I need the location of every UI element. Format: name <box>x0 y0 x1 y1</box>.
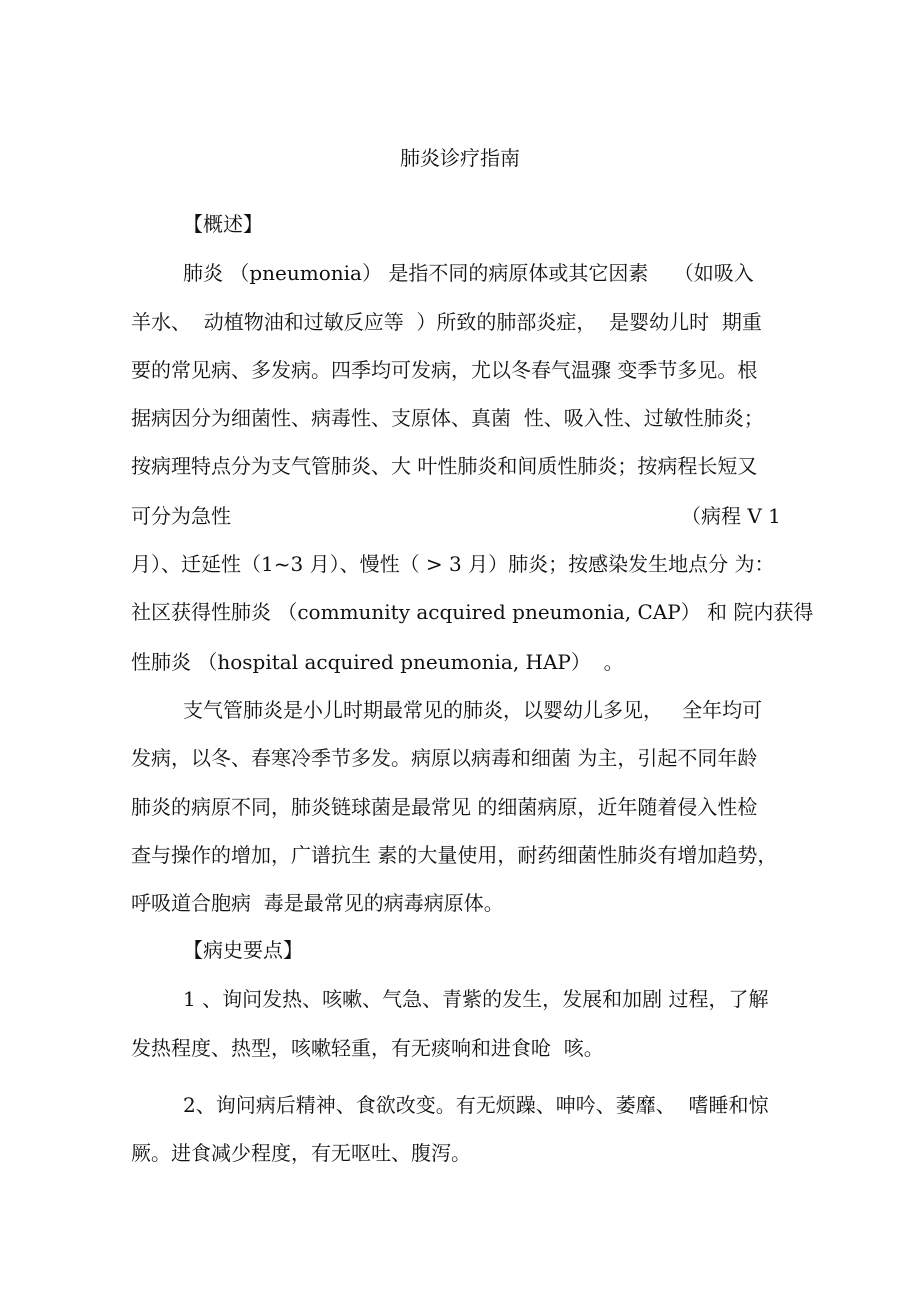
paragraph-line: 可分为急性 <box>131 504 231 528</box>
paragraph-line: 羊水、 动植物油和过敏反应等 ）所致的肺部炎症， 是婴幼儿时 期重 <box>131 310 762 334</box>
list-item-line: 1 、询问发热、咳嗽、气急、青紫的发生，发展和加剧 过程，了解 <box>183 987 769 1011</box>
paragraph-line: 肺炎的病原不同，肺炎链球菌是最常见 的细菌病原，近年随着侵入性检 <box>131 795 758 819</box>
paragraph-line: 支气管肺炎是小儿时期最常见的肺炎，以婴幼儿多见， 全年均可 <box>183 698 763 722</box>
section-heading-overview: 【概述】 <box>183 212 263 236</box>
paragraph-line: 性肺炎 （hospital acquired pneumonia, HAP） 。 <box>131 650 624 674</box>
paragraph-line: 社区获得性肺炎 （community acquired pneumonia, CAP） 和 院内获得 <box>131 600 814 624</box>
paragraph-line: 查与操作的增加，广谱抗生 素的大量使用，耐药细菌性肺炎有增加趋势， <box>131 843 778 867</box>
paragraph-line: 按病理特点分为支气管肺炎、大 叶性肺炎和间质性肺炎；按病程长短又 <box>131 454 758 478</box>
list-item-line: 发热程度、热型，咳嗽轻重，有无痰响和进食呛 咳。 <box>131 1036 604 1060</box>
section-heading-history: 【病史要点】 <box>183 938 303 962</box>
list-item-line: 2、询问病后精神、食欲改变。有无烦躁、呻吟、萎靡、 嗜睡和惊 <box>183 1093 769 1117</box>
paragraph-line: 呼吸道合胞病 毒是最常见的病毒病原体。 <box>131 891 504 915</box>
document-title: 肺炎诊疗指南 <box>400 146 520 170</box>
paragraph-line: 月）、迁延性（1~3 月）、慢性（ > 3 月）肺炎；按感染发生地点分 为： <box>131 552 775 576</box>
list-item-line: 厥。进食减少程度，有无呕吐、腹泻。 <box>131 1141 471 1165</box>
paragraph-line: 要的常见病、多发病。四季均可发病，尤以冬春气温骤 变季节多见。根 <box>131 358 758 382</box>
paragraph-line: 肺炎 （pneumonia） 是指不同的病原体或其它因素 （如吸入 <box>183 261 754 285</box>
paragraph-line: （病程 V 1 <box>681 504 781 528</box>
paragraph-line: 据病因分为细菌性、病毒性、支原体、真菌 性、吸入性、过敏性肺炎； <box>131 406 764 430</box>
paragraph-line: 发病，以冬、春寒冷季节多发。病原以病毒和细菌 为主，引起不同年龄 <box>131 746 758 770</box>
